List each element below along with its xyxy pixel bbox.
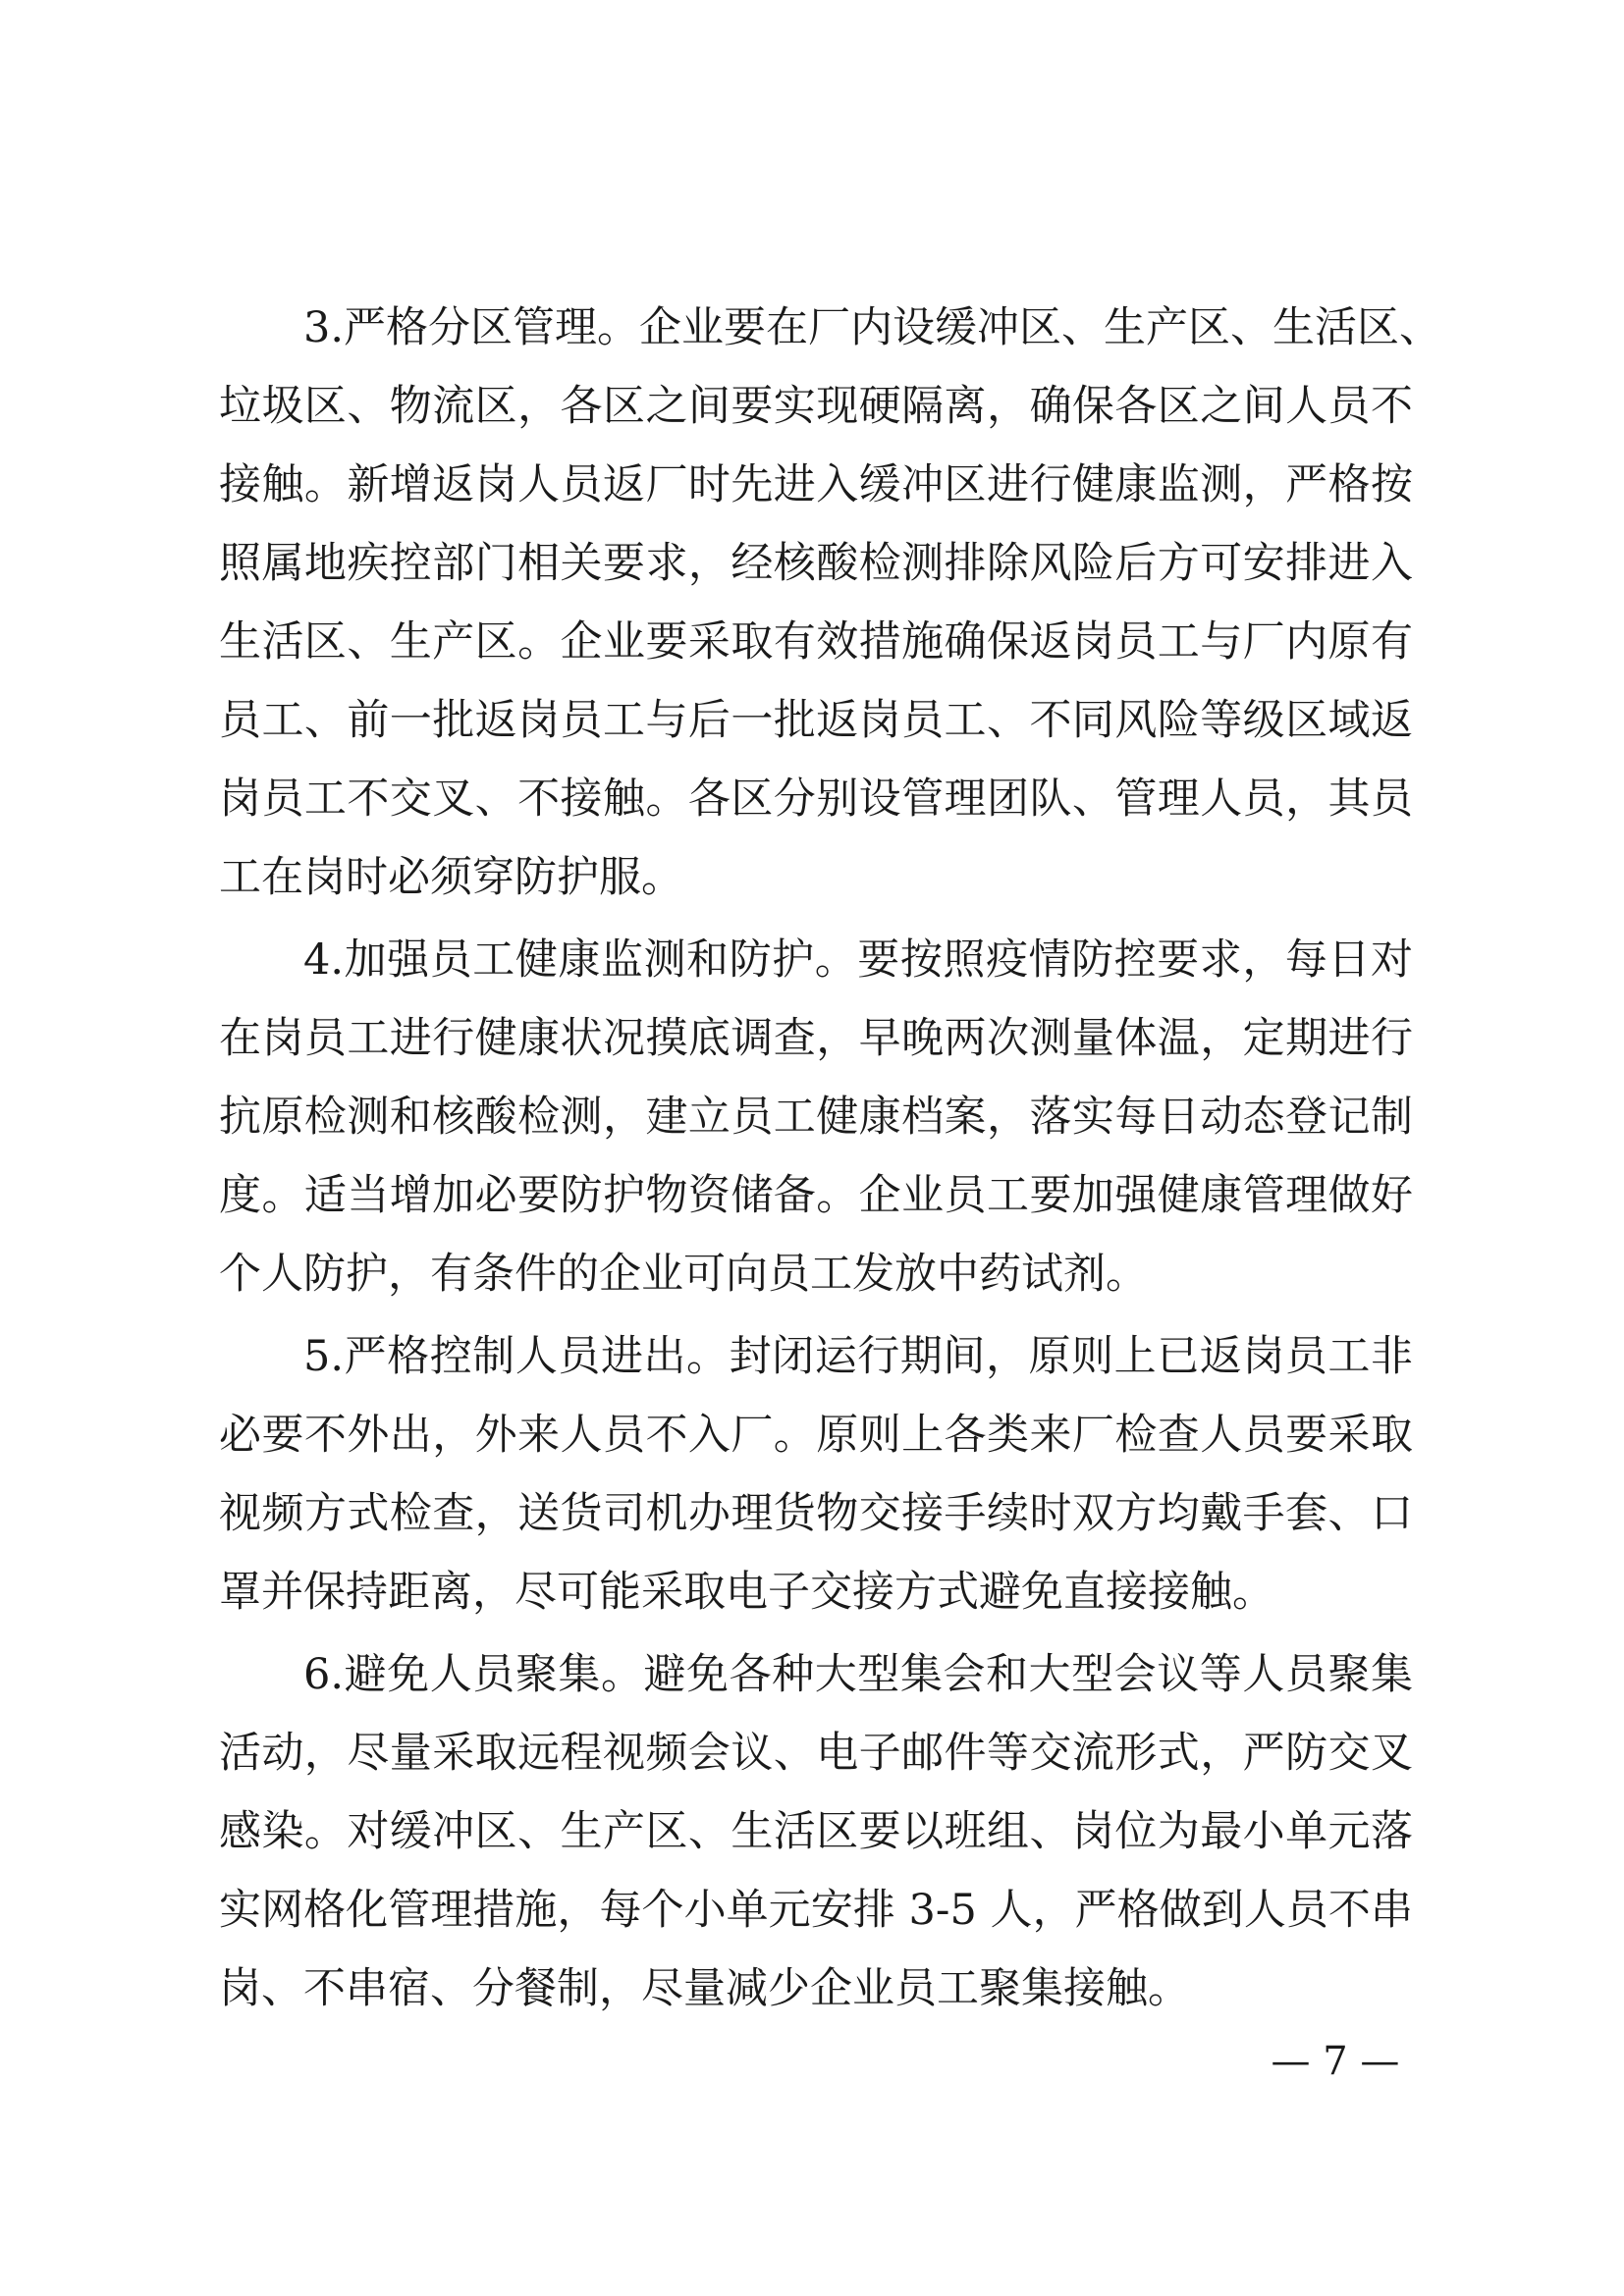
paragraph-4-line-1: 6.避免人员聚集。避免各种大型集会和大型会议等人员聚集	[303, 1650, 1413, 1699]
paragraph-4-line-5: 岗、不串宿、分餐制，尽量减少企业员工聚集接触。	[219, 1964, 1190, 2013]
page-number: — 7 —	[1271, 2039, 1400, 2084]
paragraph-3-line-1: 5.严格控制人员进出。封闭运行期间，原则上已返岗员工非	[303, 1332, 1413, 1381]
paragraph-4-line-2: 活动，尽量采取远程视频会议、电子邮件等交流形式，严防交叉	[219, 1729, 1413, 1778]
paragraph-4-line-3: 感染。对缓冲区、生产区、生活区要以班组、岗位为最小单元落	[219, 1807, 1413, 1856]
paragraph-2-line-5: 个人防护，有条件的企业可向员工发放中药试剂。	[219, 1250, 1148, 1299]
paragraph-3-line-2: 必要不外出，外来人员不入厂。原则上各类来厂检查人员要采取	[219, 1411, 1413, 1460]
paragraph-3-line-3: 视频方式检查，送货司机办理货物交接手续时双方均戴手套、口	[219, 1489, 1413, 1538]
paragraph-2-line-2: 在岗员工进行健康状况摸底调查，早晚两次测量体温，定期进行	[219, 1014, 1413, 1063]
paragraph-1-line-6: 员工、前一批返岗员工与后一批返岗员工、不同风险等级区域返	[219, 696, 1413, 745]
paragraph-1-line-8: 工在岗时必须穿防护服。	[219, 853, 683, 902]
paragraph-2-line-1: 4.加强员工健康监测和防护。要按照疫情防控要求，每日对	[303, 935, 1413, 985]
paragraph-2-line-4: 度。适当增加必要防护物资储备。企业员工要加强健康管理做好	[219, 1171, 1413, 1220]
paragraph-4-line-4: 实网格化管理措施，每个小单元安排 3-5 人，严格做到人员不串	[219, 1886, 1413, 1935]
paragraph-1-line-1: 3.严格分区管理。企业要在厂内设缓冲区、生产区、生活区、	[303, 303, 1442, 352]
paragraph-1-line-3: 接触。新增返岗人员返厂时先进入缓冲区进行健康监测，严格按	[219, 460, 1413, 509]
paragraph-1-line-7: 岗员工不交叉、不接触。各区分别设管理团队、管理人员，其员	[219, 774, 1413, 824]
paragraph-1-line-2: 垃圾区、物流区，各区之间要实现硬隔离，确保各区之间人员不	[219, 382, 1413, 431]
paragraph-1-line-5: 生活区、生产区。企业要采取有效措施确保返岗员工与厂内原有	[219, 617, 1413, 667]
paragraph-1-line-4: 照属地疾控部门相关要求，经核酸检测排除风险后方可安排进入	[219, 539, 1413, 588]
paragraph-2-line-3: 抗原检测和核酸检测，建立员工健康档案，落实每日动态登记制	[219, 1093, 1413, 1142]
paragraph-3-line-4: 罩并保持距离，尽可能采取电子交接方式避免直接接触。	[219, 1568, 1274, 1617]
